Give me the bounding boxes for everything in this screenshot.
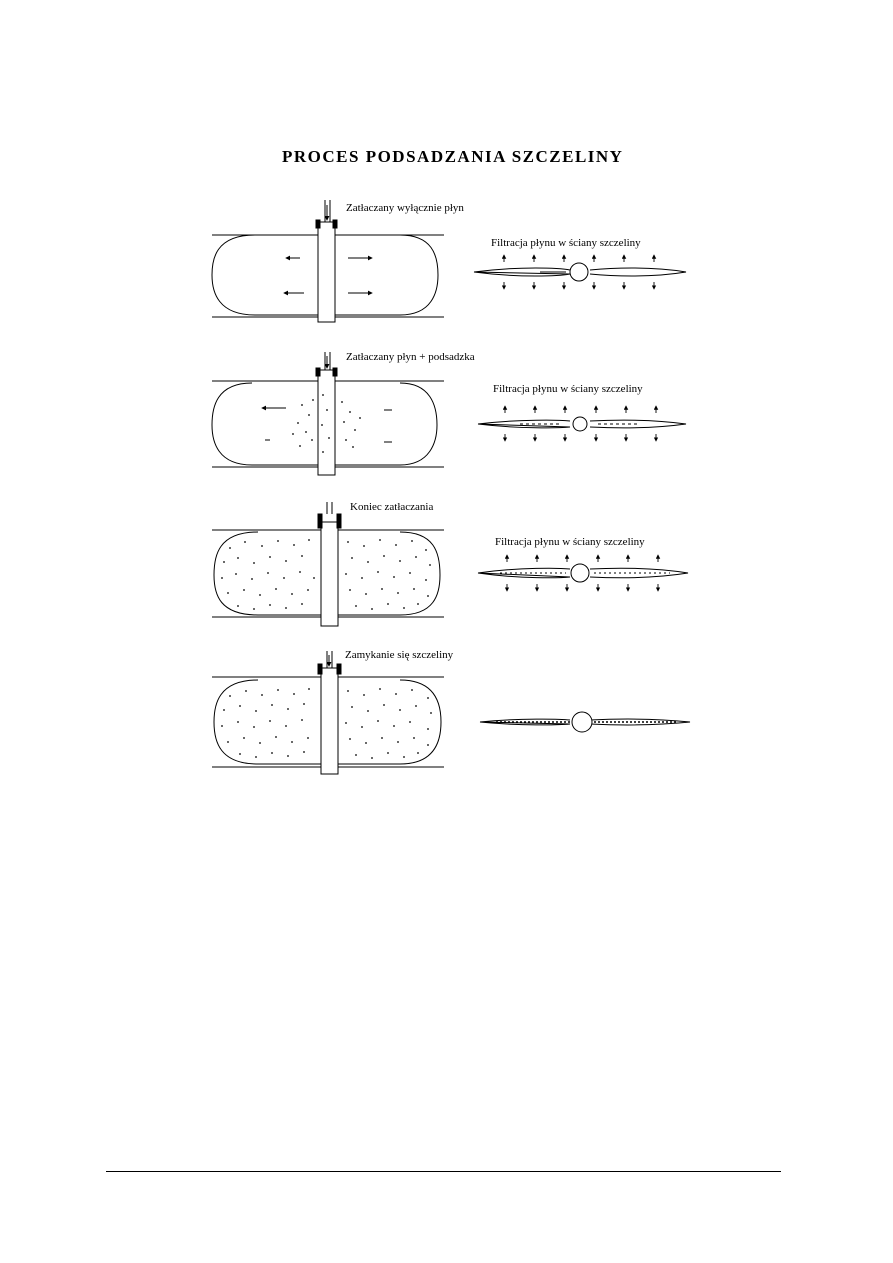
panel-1-left-label: Zatłaczany wyłącznie płyn <box>346 202 464 214</box>
panel-3-fracture <box>212 502 444 626</box>
panel-1-fracture <box>212 200 444 322</box>
panel-4-cross-section <box>480 712 690 732</box>
panel-1-right-label: Filtracja płynu w ściany szczeliny <box>491 237 641 249</box>
panel-2-cross-section <box>478 406 686 441</box>
panel-4-fracture <box>212 651 444 774</box>
page-title: PROCES PODSADZANIA SZCZELINY <box>282 147 624 166</box>
panel-4-left-label: Zamykanie się szczeliny <box>345 649 454 661</box>
panel-3-cross-section <box>478 555 688 591</box>
footer-rule <box>106 1171 781 1172</box>
panel-2-right-label: Filtracja płynu w ściany szczeliny <box>493 383 643 395</box>
panel-3-left-label: Koniec zatłaczania <box>350 501 434 513</box>
panel-2-left-label: Zatłaczany płyn + podsadzka <box>346 351 475 363</box>
panel-2-fracture <box>212 352 444 475</box>
panel-3-right-label: Filtracja płynu w ściany szczeliny <box>495 536 645 548</box>
panel-1-cross-section <box>474 255 686 289</box>
